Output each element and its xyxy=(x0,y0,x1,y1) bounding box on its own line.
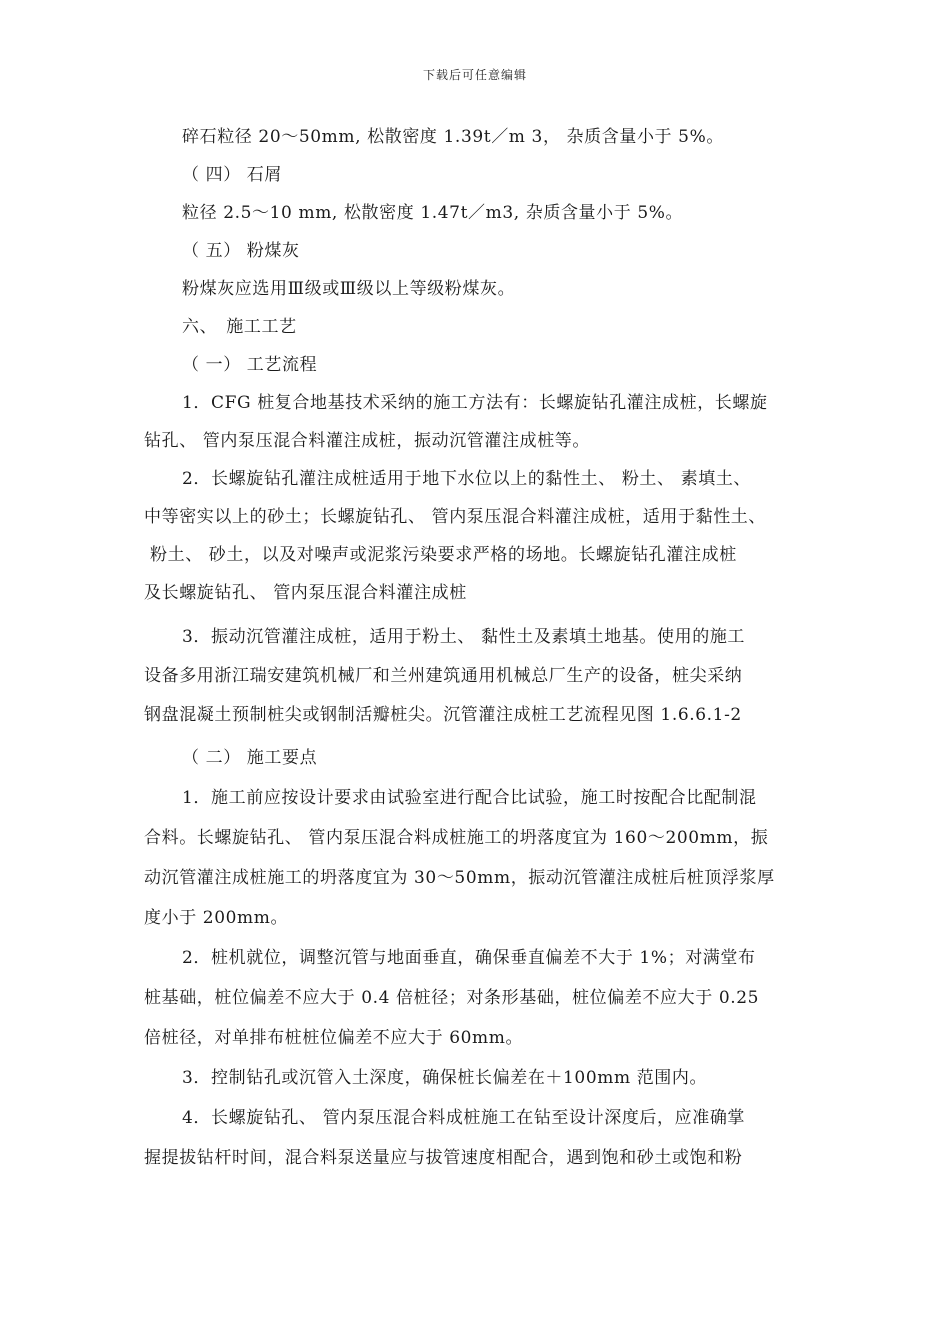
body-line: 及长螺旋钻孔、 管内泵压混合料灌注成桩 xyxy=(144,583,467,603)
body-line: 2．桩机就位，调整沉管与地面垂直，确保垂直偏差不大于 1%；对满堂布 xyxy=(182,948,756,968)
subsection-heading: （ 一） 工艺流程 xyxy=(182,355,318,375)
body-line: 度小于 200mm。 xyxy=(144,908,289,928)
subsection-heading: （ 二） 施工要点 xyxy=(182,748,318,768)
body-line: 钢盘混凝土预制桩尖或钢制活瓣桩尖。沉管灌注成桩工艺流程见图 1.6.6.1-2 xyxy=(144,705,742,725)
body-line: 钻孔、 管内泵压混合料灌注成桩，振动沉管灌注成桩等。 xyxy=(144,431,591,451)
subsection-heading: （ 四） 石屑 xyxy=(182,165,283,185)
body-line: 倍桩径，对单排布桩桩位偏差不应大于 60mm。 xyxy=(144,1028,524,1048)
body-line: 3．控制钻孔或沉管入土深度，确保桩长偏差在＋100mm 范围内。 xyxy=(182,1068,708,1088)
body-line: 合料。长螺旋钻孔、 管内泵压混合料成桩施工的坍落度宜为 160～200mm，振 xyxy=(144,828,769,848)
body-line: 粒径 2.5～10 mm, 松散密度 1.47t／m3, 杂质含量小于 5%。 xyxy=(182,203,684,223)
body-line: 碎石粒径 20～50mm, 松散密度 1.39t／m 3， 杂质含量小于 5%。 xyxy=(182,127,724,147)
body-line: 2．长螺旋钻孔灌注成桩适用于地下水位以上的黏性土、 粉土、 素填土、 xyxy=(182,469,752,489)
body-line: 动沉管灌注成桩施工的坍落度宜为 30～50mm，振动沉管灌注成桩后桩顶浮浆厚 xyxy=(144,868,775,888)
body-line: 粉煤灰应选用Ⅲ级或Ⅲ级以上等级粉煤灰。 xyxy=(182,279,516,299)
body-line: 中等密实以上的砂土；长螺旋钻孔、 管内泵压混合料灌注成桩，适用于黏性土、 xyxy=(144,507,767,527)
body-line: 1．施工前应按设计要求由试验室进行配合比试验，施工时按配合比配制混 xyxy=(182,788,757,808)
body-line: 粉土、 砂土，以及对噪声或泥浆污染要求严格的场地。长螺旋钻孔灌注成桩 xyxy=(144,545,737,565)
body-line: 1．CFG 桩复合地基技术采纳的施工方法有：长螺旋钻孔灌注成桩，长螺旋 xyxy=(182,393,768,413)
body-line: 桩基础，桩位偏差不应大于 0.4 倍桩径；对条形基础，桩位偏差不应大于 0.25 xyxy=(144,988,760,1008)
body-line: 3．振动沉管灌注成桩，适用于粉土、 黏性土及素填土地基。使用的施工 xyxy=(182,627,746,647)
page-header-note: 下载后可任意编辑 xyxy=(422,68,527,82)
body-line: 握提拔钻杆时间，混合料泵送量应与拔管速度相配合，遇到饱和砂土或饱和粉 xyxy=(144,1148,743,1168)
section-heading: 六、 施工工艺 xyxy=(182,317,297,337)
body-line: 设备多用浙江瑞安建筑机械厂和兰州建筑通用机械总厂生产的设备，桩尖采纳 xyxy=(144,666,743,686)
body-line: 4．长螺旋钻孔、 管内泵压混合料成桩施工在钻至设计深度后，应准确掌 xyxy=(182,1108,746,1128)
subsection-heading: （ 五） 粉煤灰 xyxy=(182,241,300,261)
